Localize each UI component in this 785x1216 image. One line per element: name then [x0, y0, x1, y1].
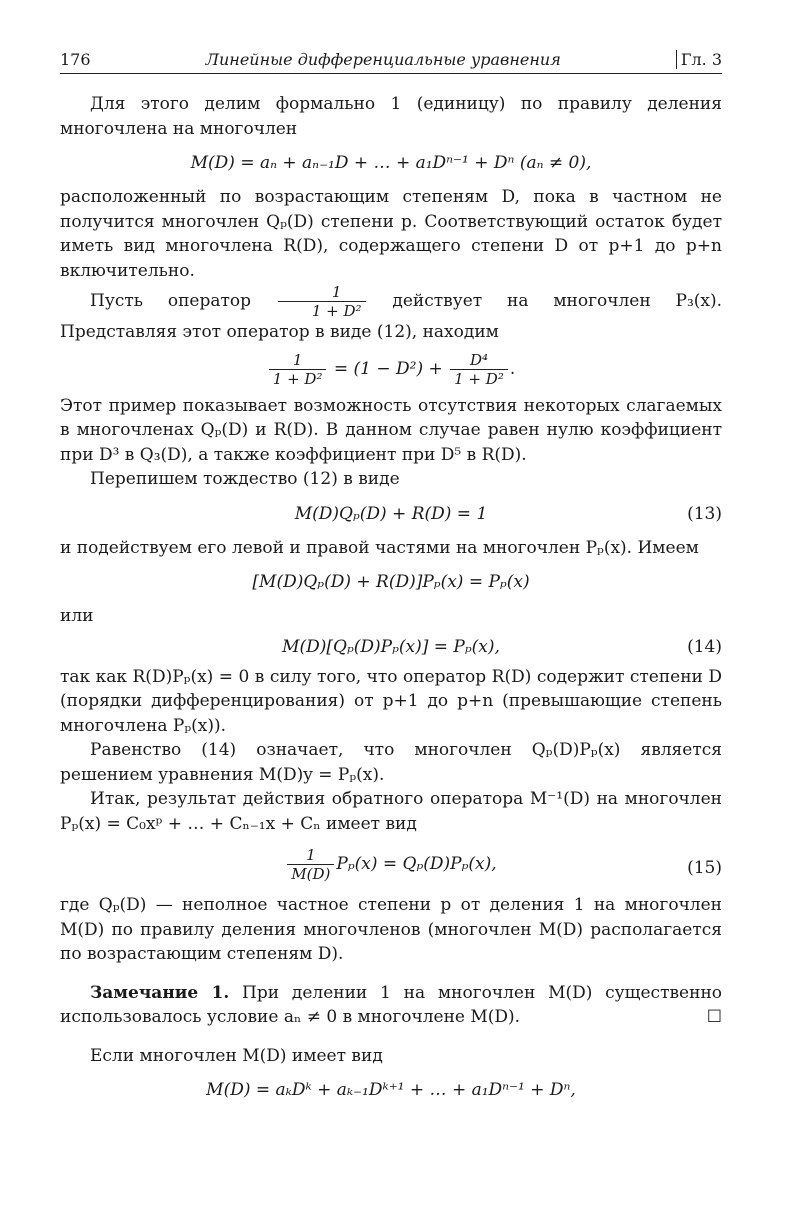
equation-13-number: (13)	[687, 503, 722, 524]
rhs-numerator: D⁴	[450, 351, 508, 370]
equation-last-text: M(D) = aₖDᵏ + aₖ₋₁Dᵏ⁺¹ + … + a₁Dⁿ⁻¹ + Dⁿ,	[206, 1080, 576, 1100]
remark-label: Замечание 1.	[90, 982, 230, 1003]
running-header	[60, 50, 722, 74]
remark-text: При делении 1 на многочлен M(D) существенно использовалось условие aₙ ≠ 0 в многочлене M(D).	[60, 982, 723, 1027]
example-period: .	[509, 358, 516, 379]
fraction-denominator: 1 + D²	[311, 302, 362, 320]
equation-last	[60, 1078, 722, 1102]
fraction-numerator: 1	[278, 283, 366, 302]
equation-13	[60, 502, 722, 526]
paragraph-8: так как R(D)Pₚ(x) = 0 в силу того, что оператор R(D) содержит степени D (порядки дифференцирования) от p+1 до p+n (превышающие степень многочлена Pₚ(x)).	[60, 666, 722, 736]
paragraph-10: Итак, результат действия обратного оператора M⁻¹(D) на многочлен Pₚ(x) = C₀xᵖ + … + Cₙ₋₁x + Cₙ имеет вид	[60, 789, 722, 834]
paragraph-1: Для этого делим формально 1 (единицу) по правилу деления многочлена на многочлен	[60, 94, 722, 139]
remark-1	[60, 981, 722, 1030]
eq15-denominator: M(D)	[291, 865, 331, 883]
equation-bracket-text: [M(D)Qₚ(D) + R(D)]Pₚ(x) = Pₚ(x)	[252, 572, 530, 592]
paragraph-4: Этот пример показывает возможность отсутствия некоторых слагаемых в многочленах Qₚ(D) и R(D). В данном случае равен нулю коэффициент при D³ в Q₃(D), а также коэффициент при D⁵ в R(D).	[60, 395, 722, 465]
paragraph-3-end: действует на многочлен P₃(x). Представляя этот оператор в виде (12), находим	[60, 291, 723, 342]
equation-14	[60, 635, 722, 659]
equation-15-text: Pₚ(x) = Qₚ(D)Pₚ(x),	[336, 854, 497, 874]
paragraph-2: расположенный по возрастающим степеням D, пока в частном не получится многочлен Qₚ(D) степени p. Соответствующий остаток будет иметь вид многочлена R(D), содержащего степени D от p+1 до p+n включительно.	[60, 187, 722, 281]
paragraph-7: или	[60, 606, 94, 626]
equation-14-number: (14)	[687, 636, 722, 657]
paragraph-3-start: Пусть оператор	[90, 291, 252, 311]
equation-15	[60, 846, 722, 883]
page-number: 176	[60, 50, 91, 69]
lhs-numerator: 1	[269, 351, 327, 370]
example-lhs-fraction	[269, 351, 327, 388]
eq15-numerator: 1	[287, 846, 334, 865]
equation-M-text: M(D) = aₙ + aₙ₋₁D + … + a₁Dⁿ⁻¹ + Dⁿ (aₙ ≠ 0),	[190, 153, 592, 173]
running-title: Линейные дифференциальные уравнения	[205, 50, 561, 69]
paragraph-11: где Qₚ(D) — неполное частное степени p от деления 1 на многочлен M(D) по правилу деления многочленов (многочлен M(D) располагается по возрастающим степеням D).	[60, 895, 722, 964]
equation-M-of-D	[60, 151, 722, 175]
equation-13-text: M(D)Qₚ(D) + R(D) = 1	[294, 503, 488, 524]
equation-14-text: M(D)[Qₚ(D)Pₚ(x)] = Pₚ(x),	[282, 636, 500, 657]
paragraph-9: Равенство (14) означает, что многочлен Qₚ(D)Pₚ(x) является решением уравнения M(D)y = Pₚ(x).	[60, 740, 722, 785]
operator-fraction	[278, 283, 366, 320]
equation-example	[60, 351, 722, 388]
lhs-denominator: 1 + D²	[272, 369, 323, 388]
rhs-denominator: 1 + D²	[454, 369, 504, 388]
example-rhs-fraction	[450, 351, 508, 388]
example-middle: = (1 − D²) +	[333, 358, 443, 379]
paragraph-6: и подействуем его левой и правой частями на многочлен Pₚ(x). Имеем	[60, 537, 699, 558]
inverse-operator-fraction	[287, 846, 334, 883]
paragraph-5: Перепишем тождество (12) в виде	[90, 469, 400, 489]
paragraph-12: Если многочлен M(D) имеет вид	[90, 1045, 383, 1066]
equation-15-number: (15)	[687, 858, 722, 878]
qed-box-icon: ☐	[706, 1007, 722, 1027]
equation-bracket	[60, 570, 722, 594]
book-page	[60, 50, 722, 1112]
chapter-label: Гл. 3	[676, 50, 722, 69]
paragraph-3	[60, 283, 722, 345]
